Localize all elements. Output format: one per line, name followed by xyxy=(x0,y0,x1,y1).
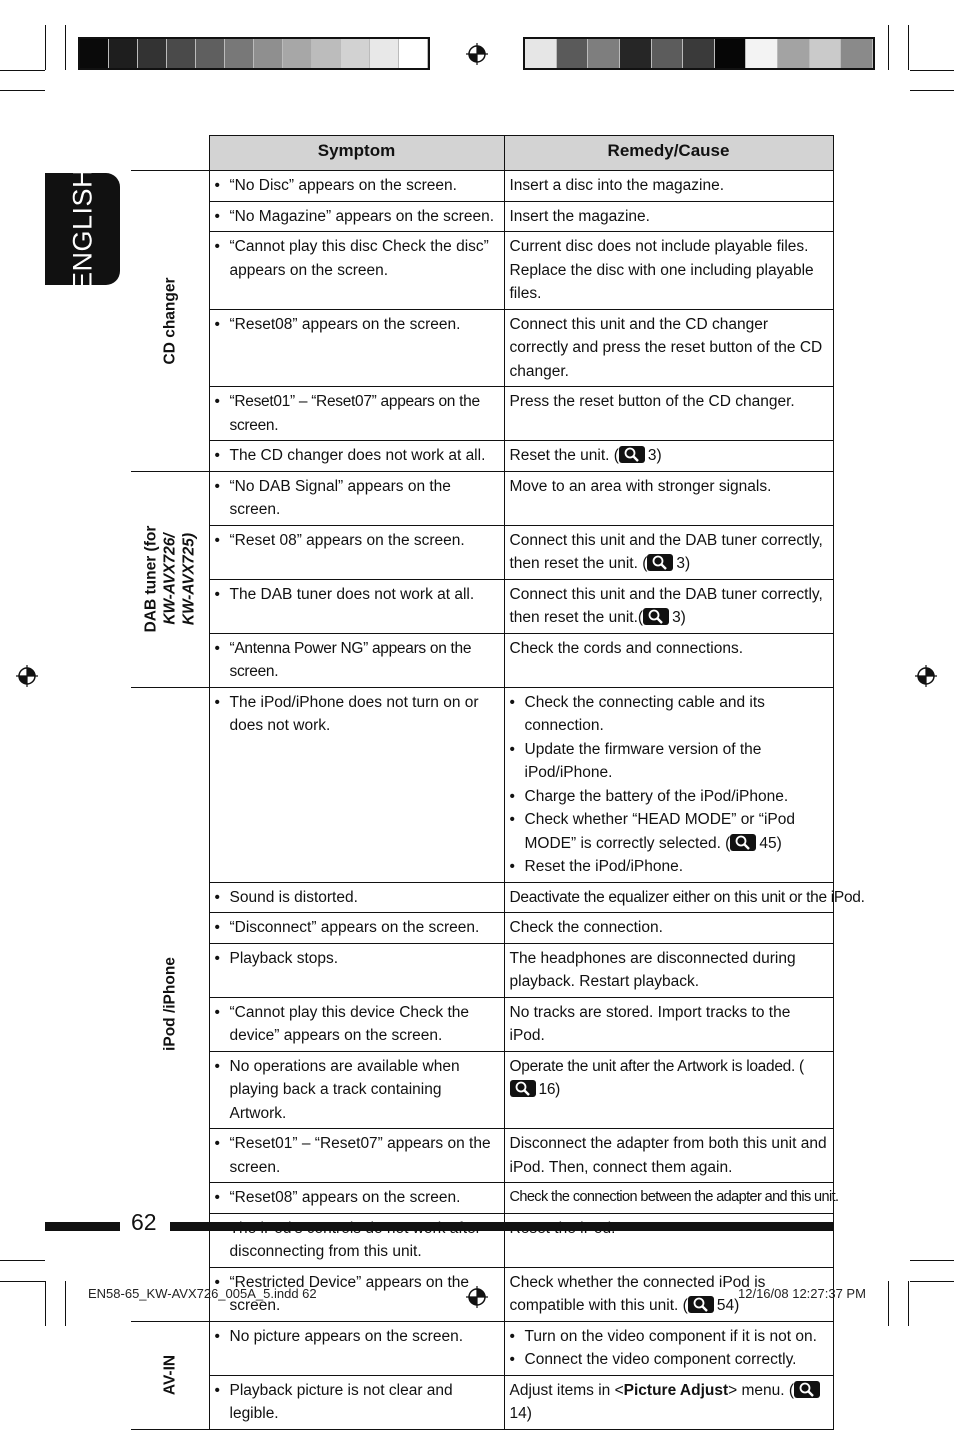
crop-mark xyxy=(910,90,954,91)
symptom-text: “Reset08” appears on the screen. xyxy=(229,1189,461,1206)
color-swatch xyxy=(588,39,620,68)
remedy-list: • Check the connecting cable and its connection. • Update the firmware version of the iPod/iPhone. • Charge the battery of the iPod/iPhone. • Check whether “HEAD MODE” or “iPod MODE” is correctly selected. ( 45) • Reset the iPod/iPhone. xyxy=(504,687,833,882)
table-row: • “Reset01” – “Reset07” appears on the screen. Disconnect the adapter from both this unit and iPod. Then, connect them again. xyxy=(131,1129,833,1183)
color-swatch xyxy=(254,39,283,68)
color-swatch xyxy=(810,39,842,68)
remedy-text: Move to an area with stronger signals. xyxy=(504,471,833,525)
crop-mark xyxy=(910,1260,954,1261)
table-row: AV-IN • No picture appears on the screen. • Turn on the video component if it is not on. • Connect the video component correctly. xyxy=(131,1321,833,1375)
table-row: • “Reset01” – “Reset07” appears on the screen. Press the reset button of the CD changer. xyxy=(131,387,833,441)
search-reference-icon xyxy=(643,608,669,625)
symptom-text: “Reset01” – “Reset07” appears on the screen. xyxy=(229,393,480,434)
symptom-text: disconnecting from this unit. xyxy=(229,1243,422,1260)
table-row: • Playback picture is not clear and legible. Adjust items in <Picture Adjust> menu. ( 14) xyxy=(131,1375,833,1429)
crop-mark xyxy=(65,1281,66,1326)
remedy-list: • Turn on the video component if it is not on. • Connect the video component correctly. xyxy=(504,1321,833,1375)
table-row: CD changer • “No Disc” appears on the screen. Insert a disc into the magazine. xyxy=(131,171,833,202)
remedy-text: Disconnect the adapter from both this unit and iPod. Then, connect them again. xyxy=(504,1129,833,1183)
remedy-bullet: Check the connecting cable and its connection. xyxy=(524,693,765,734)
symptom-text: Playback stops. xyxy=(229,949,339,967)
crop-mark xyxy=(0,1260,45,1261)
symptom-text: The iPod/iPhone does not turn on or does not work. xyxy=(229,693,479,734)
symptom-text: “Reset 08” appears on the screen. xyxy=(229,531,465,549)
symptom-text: “Reset01” – “Reset07” appears on the screen. xyxy=(229,1135,491,1176)
crop-mark xyxy=(45,1281,46,1326)
color-swatch xyxy=(778,39,810,68)
remedy-text: Check whether the connected iPod is compatible with this unit. ( 54) xyxy=(504,1267,833,1321)
table-row: • “Reset 08” appears on the screen. Connect this unit and the DAB tuner correctly, then reset the unit. ( 3) xyxy=(131,525,833,579)
header-symptom: Symptom xyxy=(209,136,504,171)
remedy-text: Check the cords and connections. xyxy=(504,633,833,687)
color-bar-left xyxy=(78,37,430,70)
language-tab-label: ENGLISH xyxy=(67,167,97,291)
table-row: • “No Magazine” appears on the screen. Insert the magazine. xyxy=(131,201,833,232)
category-dab-tuner: DAB tuner (for KW-AVX726/ KW-AVX725) xyxy=(131,471,209,687)
category-cd-changer: CD changer xyxy=(131,171,209,472)
color-swatch xyxy=(715,39,747,68)
crop-mark xyxy=(0,70,45,71)
remedy-bullet: Check whether “HEAD MODE” or “iPod MODE” is correctly selected. ( 45) xyxy=(524,811,795,852)
color-swatch xyxy=(525,39,557,68)
table-row: • “Reset08” appears on the screen. Check the connection between the adapter and this unit. xyxy=(131,1183,833,1214)
registration-mark-icon xyxy=(915,665,937,687)
color-bar-right xyxy=(523,37,875,70)
table-row: • “Reset08” appears on the screen. Connect this unit and the CD changer correctly and press the reset button of the CD changer. xyxy=(131,309,833,387)
symptom-text: “Cannot play this device Check the device” appears on the screen. xyxy=(229,1003,470,1044)
color-swatch xyxy=(225,39,254,68)
color-swatch xyxy=(620,39,652,68)
file-info: EN58-65_KW-AVX726_005A_5.indd 62 xyxy=(88,1286,317,1301)
table-row: iPod /iPhone • The iPod/iPhone does not turn on or does not work. • Check the connecting cable and its connection. • Update the firmware version of the iPod/iPhone. • Charge the battery of the iPod/iPhone. • Check whether “HEAD MODE” or “iPod MODE” is correctly selected. ( 45) • Reset the iPod/iPhone. xyxy=(131,687,833,882)
table-row: • The CD changer does not work at all. Reset the unit. ( 3) xyxy=(131,441,833,472)
print-date: 12/16/08 12:27:37 PM xyxy=(738,1286,866,1301)
remedy-text: Connect this unit and the DAB tuner correctly, then reset the unit.( 3) xyxy=(504,579,833,633)
remedy-bullet: Connect the video component correctly. xyxy=(524,1351,797,1368)
table-row: • “Cannot play this disc Check the disc” appears on the screen. Current disc does not include playable files. Replace the disc with one including playable files. xyxy=(131,232,833,310)
page-number: 62 xyxy=(131,1209,157,1235)
crop-mark xyxy=(888,1281,889,1326)
color-swatch xyxy=(196,39,225,68)
color-swatch xyxy=(652,39,684,68)
remedy-text: The headphones are disconnected during playback. Restart playback. xyxy=(504,943,833,997)
symptom-text: “Cannot play this disc Check the disc” appears on the screen. xyxy=(229,238,489,279)
crop-mark xyxy=(888,25,889,70)
search-reference-icon xyxy=(510,1080,536,1097)
registration-mark-icon xyxy=(466,43,488,65)
table-row: DAB tuner (for KW-AVX726/ KW-AVX725) • “No DAB Signal” appears on the screen. Move to an area with stronger signals. xyxy=(131,471,833,525)
search-reference-icon xyxy=(619,446,645,463)
crop-mark xyxy=(908,1281,909,1326)
remedy-bullet: Update the firmware version of the iPod/iPhone. xyxy=(524,740,762,781)
remedy-bullet: Reset the iPod/iPhone. xyxy=(524,858,684,875)
crop-mark xyxy=(0,1281,45,1282)
color-swatch xyxy=(312,39,341,68)
symptom-text: The DAB tuner does not work at all. xyxy=(229,585,475,603)
table-row: • “Disconnect” appears on the screen. Check the connection. xyxy=(131,913,833,944)
remedy-text: No tracks are stored. Import tracks to the iPod. xyxy=(504,997,833,1051)
header-remedy: Remedy/Cause xyxy=(504,136,833,171)
crop-mark xyxy=(910,70,954,71)
footer-rule-left xyxy=(45,1222,120,1231)
remedy-text: Deactivate the equalizer either on this unit or the iPod. xyxy=(504,882,833,913)
color-swatch xyxy=(399,39,428,68)
footer-rule-right xyxy=(170,1222,833,1231)
search-reference-icon xyxy=(688,1296,714,1313)
color-swatch xyxy=(167,39,196,68)
remedy-text: Current disc does not include playable files. Replace the disc with one including playable files. xyxy=(504,232,833,310)
color-swatch xyxy=(841,39,873,68)
search-reference-icon xyxy=(647,554,673,571)
crop-mark xyxy=(908,25,909,70)
table-header-row xyxy=(131,136,833,171)
symptom-text: “Disconnect” appears on the screen. xyxy=(229,919,480,936)
color-swatch xyxy=(283,39,312,68)
color-swatch xyxy=(746,39,778,68)
remedy-text: Connect this unit and the DAB tuner correctly, then reset the unit. ( 3) xyxy=(504,525,833,579)
search-reference-icon xyxy=(794,1381,820,1398)
category-av-in: AV-IN xyxy=(131,1321,209,1429)
color-swatch xyxy=(109,39,138,68)
remedy-bullet: Turn on the video component if it is not on. xyxy=(524,1327,817,1345)
table-row: • “Antenna Power NG” appears on the screen. Check the cords and connections. xyxy=(131,633,833,687)
registration-mark-icon xyxy=(16,665,38,687)
table-row: • No operations are available when playing back a track containing Artwork. Operate the unit after the Artwork is loaded. ( 16) xyxy=(131,1051,833,1129)
crop-mark xyxy=(0,90,45,91)
remedy-text: Operate the unit after the Artwork is loaded. ( 16) xyxy=(504,1051,833,1129)
crop-mark xyxy=(65,25,66,70)
crop-mark xyxy=(45,25,46,70)
symptom-text: “No DAB Signal” appears on the screen. xyxy=(229,477,451,518)
symptom-text: Playback picture is not clear and legible. xyxy=(229,1381,453,1422)
symptom-text: No operations are available when playing back a track containing Artwork. xyxy=(229,1057,460,1122)
symptom-text: The CD changer does not work at all. xyxy=(229,447,486,464)
language-tab xyxy=(45,167,120,291)
remedy-text: Insert the magazine. xyxy=(504,201,833,232)
troubleshooting-table xyxy=(131,135,865,1430)
table-row: • Sound is distorted. Deactivate the equalizer either on this unit or the iPod. xyxy=(131,882,833,913)
table-row: • The DAB tuner does not work at all. Connect this unit and the DAB tuner correctly, then reset the unit.( 3) xyxy=(131,579,833,633)
color-swatch xyxy=(557,39,589,68)
symptom-text: “Restricted Device” appears on the screen. xyxy=(229,1273,470,1314)
search-reference-icon xyxy=(730,834,756,851)
color-swatch xyxy=(341,39,370,68)
symptom-text: “Antenna Power NG” appears on the screen. xyxy=(229,639,472,680)
table-row: • Playback stops. The headphones are disconnected during playback. Restart playback. xyxy=(131,943,833,997)
remedy-text: Check the connection between the adapter and this unit. xyxy=(504,1183,833,1214)
table-row: • “Cannot play this device Check the device” appears on the screen. No tracks are stored. Import tracks to the iPod. xyxy=(131,997,833,1051)
symptom-text: No picture appears on the screen. xyxy=(229,1327,463,1345)
color-swatch xyxy=(683,39,715,68)
remedy-text: Insert a disc into the magazine. xyxy=(504,171,833,202)
symptom-text: “Reset08” appears on the screen. xyxy=(229,315,461,333)
remedy-bullet: Charge the battery of the iPod/iPhone. xyxy=(524,787,789,805)
symptom-text: “No Magazine” appears on the screen. xyxy=(229,207,495,225)
color-swatch xyxy=(370,39,399,68)
crop-mark xyxy=(910,1281,954,1282)
category-ipod-iphone: iPod /iPhone xyxy=(131,687,209,1321)
table-row: • “Restricted Device” appears on the screen. Check whether the connected iPod is compatible with this unit. ( 54) xyxy=(131,1267,833,1321)
remedy-text: Check the connection. xyxy=(504,913,833,944)
color-swatch xyxy=(138,39,167,68)
remedy-text: Press the reset button of the CD changer. xyxy=(504,387,833,441)
color-swatch xyxy=(80,39,109,68)
remedy-text: Adjust items in <Picture Adjust> menu. ( 14) xyxy=(504,1375,833,1429)
symptom-text: “No Disc” appears on the screen. xyxy=(229,177,457,194)
remedy-text: Reset the unit. ( 3) xyxy=(504,441,833,472)
remedy-text: Connect this unit and the CD changer correctly and press the reset button of the CD changer. xyxy=(504,309,833,387)
symptom-text: Sound is distorted. xyxy=(229,888,358,906)
header-blank-cell xyxy=(131,136,209,171)
